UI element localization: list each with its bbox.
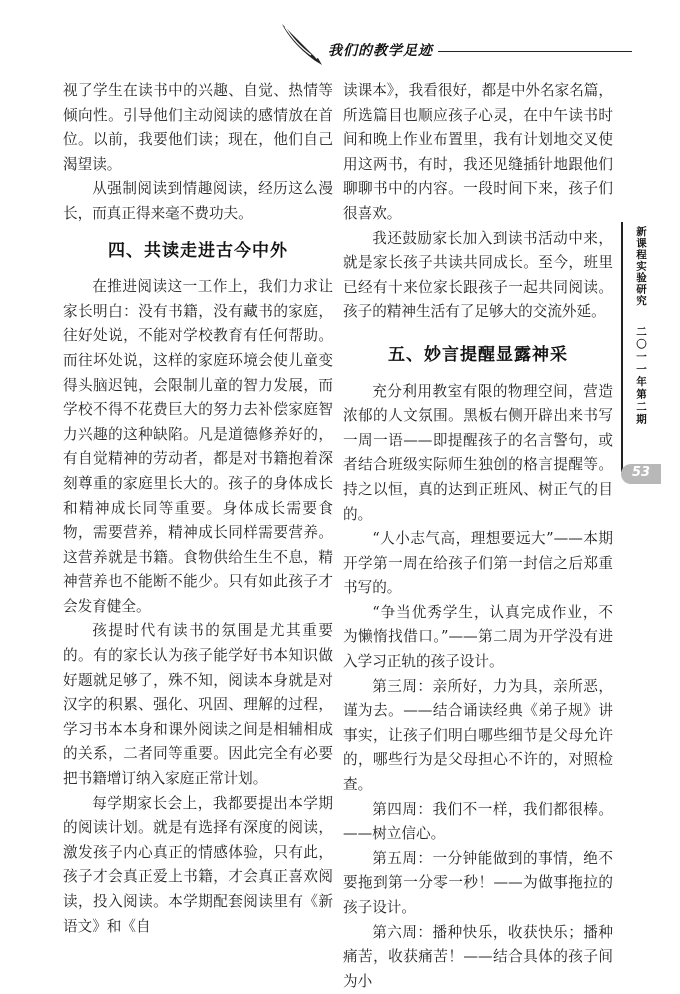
left-column — [63, 79, 333, 939]
paragraph: 第五周：一分钟能做到的事情，绝不要拖到第一分零一秒！——为做事拖拉的孩子设计。 — [343, 849, 613, 916]
paragraph: 我还鼓励家长加入到读书活动中来，就是家长孩子共读共同成长。至今，班里已经有十来位家长跟孩子一起共同阅读。孩子的精神生活有了足够大的交流外延。 — [343, 229, 613, 321]
paragraph: 第六周：播种快乐，收获快乐；播种痛苦，收获痛苦！——结合具体的孩子间为小 — [343, 923, 613, 990]
journal-name: 新课程实验研究 — [635, 226, 647, 307]
pen-icon — [278, 22, 328, 66]
header-title: 我们的教学足迹 — [328, 43, 433, 59]
journal-sidebar — [621, 222, 661, 472]
paragraph: 从强制阅读到情趣阅读，经历这么漫长，而真正得来毫不费功夫。 — [63, 180, 333, 222]
paragraph: 在推进阅读这一工作上，我们力求让家长明白：没有书籍，没有藏书的家庭，往好处说，不能对学校教育有任何帮助。而往坏处说，这样的家庭环境会使儿童变得头脑迟钝，会限制儿童的智力发展，而学校不得不花费巨大的努力去补偿家庭智力兴趣的这种缺陷。凡是道德修养好的，有自觉精神的劳动者，都是对书籍抱着深刻尊重的家庭里长大的。孩子的身体成长和精神成长同等重要。身体成长需要食物，需要营养，精神成长同样需要营养。这营养就是书籍。食物供给生生不息，精神营养也不能断不能少。只有如此孩子才会发育健全。 — [63, 278, 333, 615]
paragraph: 第四周：我们不一样，我们都很棒。——树立信心。 — [343, 800, 613, 843]
paragraph: 第三周：亲所好，力为具，亲所恶，谨为去。——结合诵读经典《弟子规》讲事实，让孩子们明白哪些细节是父母允许的，哪些行为是父母担心不许的，对照检查。 — [343, 677, 613, 794]
paragraph: “争当优秀学生，认真完成作业，不为懒惰找借口。”——第二周为开学没有进入学习正轨的孩子设计。 — [343, 603, 613, 671]
page-number-badge — [621, 464, 661, 484]
paragraph: 充分利用教室有限的物理空间，营造浓郁的人文氛围。黑板右侧开辟出来书写一周一语——即提醒孩子的名言警句，或者结合班级实际师生独创的格言提醒等。持之以恒，真的达到正班风、树正气的目的。 — [343, 382, 613, 523]
paragraph: 读课本》，我看很好，都是中外名家名篇，所选篇目也顺应孩子心灵，在中午读书时间和晚上作业布置里，我有计划地交叉使用这两书，有时，我还见缝插针地跟他们聊聊书中的内容。一段时间下来，孩子们很喜欢。 — [343, 82, 613, 222]
issue-label: 二〇一一年第二期 — [635, 326, 647, 426]
sidebar-rule — [621, 222, 623, 472]
page-header — [0, 0, 680, 72]
header-rule — [438, 51, 632, 52]
paragraph: 每学期家长会上，我都要提出本学期的阅读计划。就是有选择有深度的阅读，激发孩子内心真正的情感体验，只有此，孩子才会真正爱上书籍，才会真正喜欢阅读，投入阅读。本学期配套阅读里有《新语文》和《自 — [63, 794, 333, 935]
page-number: 53 — [631, 465, 651, 480]
paragraph: 孩提时代有读书的氛围是尤其重要的。有的家长认为孩子能学好书本知识做好题就足够了，殊不知，阅读本身就是对汉字的积累、强化、巩固、理解的过程，学习书本本身和课外阅读之间是相辅相成的关系，二者同等重要。因此完全有必要把书籍增订纳入家庭正常计划。 — [63, 622, 333, 788]
section-heading-4: 四、共读走进古今中外 — [108, 240, 288, 261]
paragraph: 视了学生在读书中的兴趣、自觉、热情等倾向性。引导他们主动阅读的感情放在首位。以前，我要他们读；现在，他们自己渴望读。 — [63, 82, 333, 173]
section-heading-5: 五、妙言提醒显露神采 — [388, 344, 568, 365]
right-column — [343, 79, 613, 994]
paragraph: “人小志气高，理想要远大”——本期开学第一周在给孩子们第一封信之后郑重书写的。 — [343, 530, 613, 597]
